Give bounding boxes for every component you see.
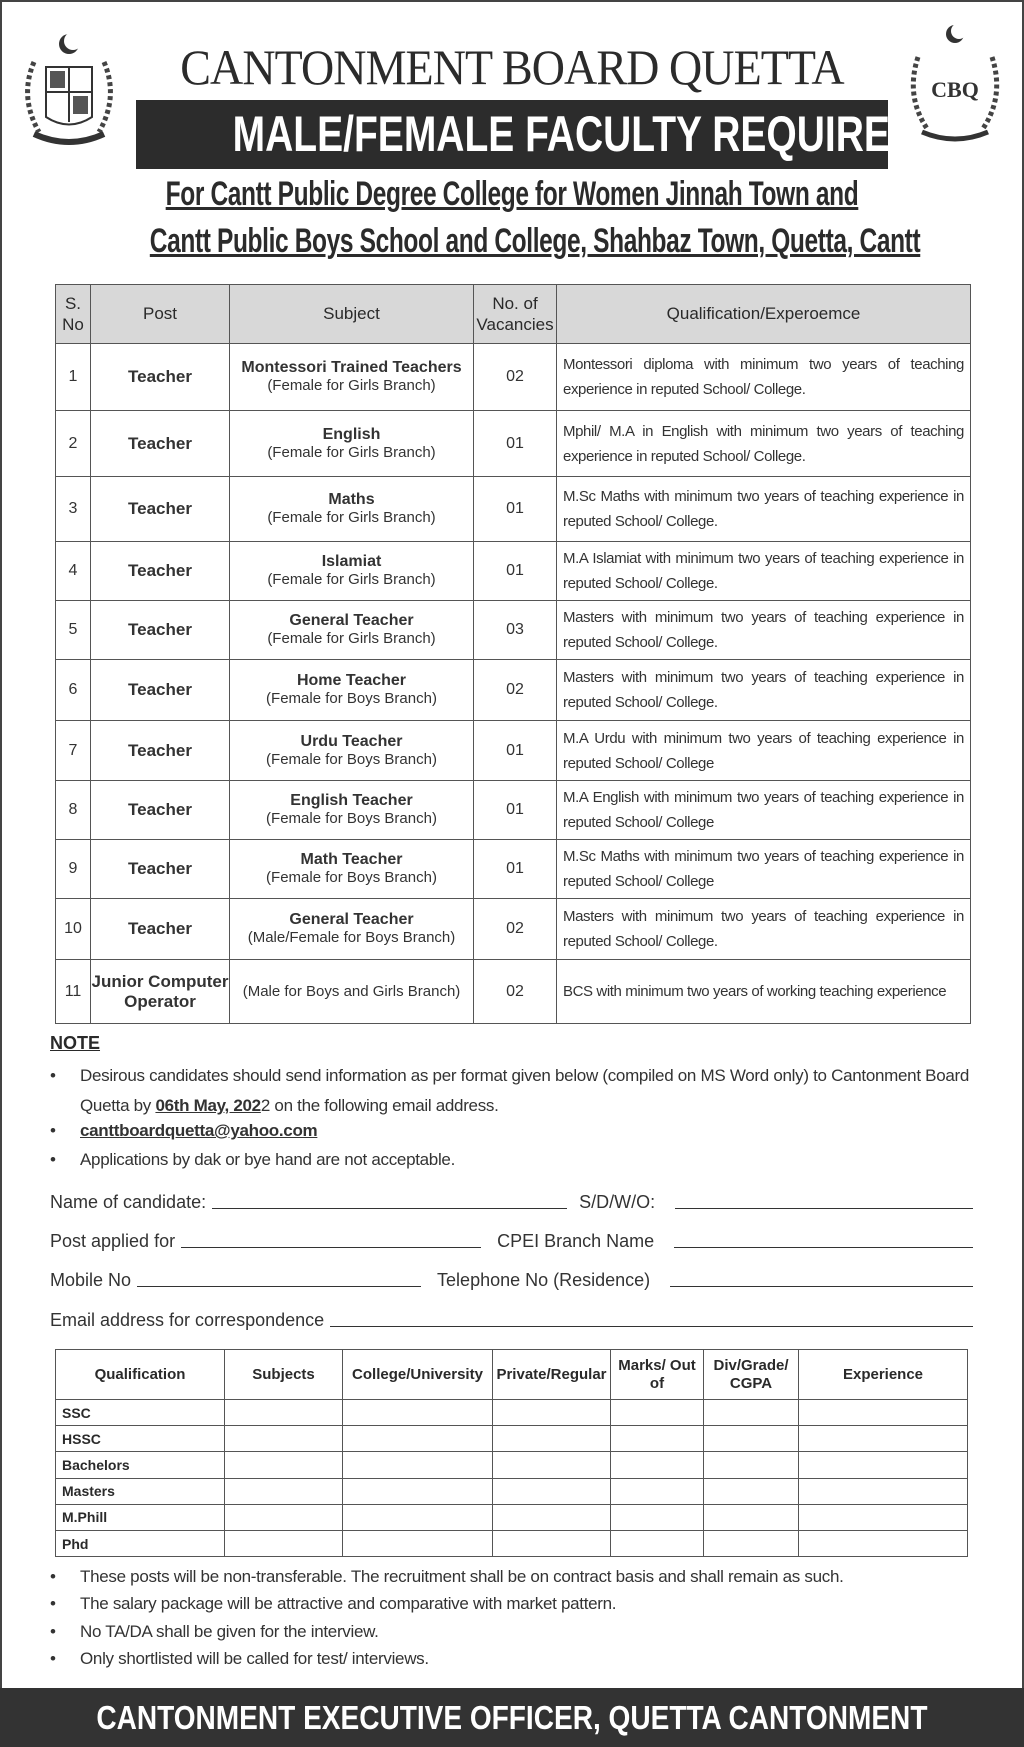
- edu-input-cell[interactable]: [799, 1400, 968, 1426]
- term-text: • No TA/DA shall be given for the interview.: [80, 1622, 379, 1641]
- subject-branch: (Female for Girls Branch): [267, 571, 436, 588]
- table-row: [56, 411, 971, 477]
- edu-level: Phd: [56, 1530, 225, 1556]
- subject-branch: (Female for Girls Branch): [267, 509, 436, 526]
- cell-post: Teacher: [91, 721, 230, 781]
- branch-label: CPEI Branch Name: [497, 1231, 655, 1251]
- edu-input-cell[interactable]: [799, 1478, 968, 1504]
- edu-level: Bachelors: [56, 1452, 225, 1478]
- cell-vacancies: 01: [474, 477, 557, 542]
- post-label: Post applied for: [50, 1231, 176, 1251]
- cell-post: Teacher: [91, 477, 230, 542]
- cell-sno: 9: [56, 840, 91, 899]
- subtitle-text-2: Cantt Public Boys School and College, Shahbaz Town, Quetta, Cantt: [149, 222, 921, 260]
- post-field[interactable]: [181, 1247, 481, 1248]
- subtitle-line-2: [0, 222, 1024, 261]
- note-text: • Applications by dak or bye hand are not acceptable.: [80, 1150, 456, 1169]
- table-header-row: [56, 1350, 968, 1400]
- table-row: [56, 477, 971, 542]
- note-item: [50, 1150, 455, 1170]
- cell-subject: [230, 660, 474, 721]
- cell-qualification: Masters with minimum two years of teaching experience in reputed School/ College.: [557, 601, 971, 660]
- cell-subject: [230, 542, 474, 601]
- edu-input-cell[interactable]: [493, 1400, 611, 1426]
- edu-input-cell[interactable]: [493, 1478, 611, 1504]
- edu-input-cell[interactable]: [343, 1452, 493, 1478]
- cell-qualification: M.Sc Maths with minimum two years of teaching experience in reputed School/ College.: [557, 477, 971, 542]
- subject-name: Maths: [328, 491, 375, 508]
- subject-name: English Teacher: [290, 792, 413, 809]
- cell-qualification: Montessori diploma with minimum two years of teaching experience in reputed School/ College.: [557, 344, 971, 411]
- cell-sno: 7: [56, 721, 91, 781]
- cell-post: Teacher: [91, 899, 230, 960]
- edu-header: Private/Regular: [493, 1350, 611, 1400]
- cell-vacancies: 03: [474, 601, 557, 660]
- name-label: Name of candidate:: [50, 1192, 207, 1212]
- cell-post: Teacher: [91, 781, 230, 840]
- note-text-end: 2 on the following email address.: [260, 1096, 499, 1115]
- subject-name: Home Teacher: [296, 672, 407, 689]
- cell-qualification: M.A Islamiat with minimum two years of teaching experience in reputed School/ College.: [557, 542, 971, 601]
- edu-input-cell[interactable]: [225, 1426, 343, 1452]
- banner: [136, 100, 919, 169]
- cell-sno: 2: [56, 411, 91, 477]
- cell-post: Teacher: [91, 411, 230, 477]
- term-item: [50, 1622, 379, 1642]
- term-item: [50, 1649, 429, 1669]
- edu-input-cell[interactable]: [225, 1530, 343, 1556]
- cell-qualification: Masters with minimum two years of teaching experience in reputed School/ College.: [557, 660, 971, 721]
- subject-branch: (Male/Female for Boys Branch): [247, 929, 456, 946]
- cell-subject: [230, 721, 474, 781]
- subject-branch: (Male for Boys and Girls Branch): [242, 982, 461, 1000]
- email-label: Email address for correspondence: [50, 1310, 325, 1330]
- header-subject: Subject: [230, 285, 474, 344]
- branch-field[interactable]: [674, 1247, 973, 1248]
- subject-branch: (Female for Boys Branch): [266, 690, 437, 707]
- cell-post: Teacher: [91, 344, 230, 411]
- table-row: [56, 660, 971, 721]
- edu-input-cell[interactable]: [704, 1452, 799, 1478]
- header-sno: S. No: [56, 285, 91, 344]
- cell-sno: 1: [56, 344, 91, 411]
- edu-input-cell[interactable]: [611, 1530, 704, 1556]
- edu-level: HSSC: [56, 1426, 225, 1452]
- footer-banner: [0, 1688, 1024, 1747]
- table-row: [56, 344, 971, 411]
- table-row: [56, 1530, 968, 1556]
- subject-branch: (Female for Boys Branch): [266, 750, 437, 768]
- cell-vacancies: 01: [474, 542, 557, 601]
- subject-branch: (Female for Boys Branch): [266, 869, 437, 886]
- cell-vacancies: 01: [474, 781, 557, 840]
- note-item: [50, 1061, 973, 1121]
- cell-subject: [230, 601, 474, 660]
- banner-text: MALE/FEMALE FACULTY REQUIRED: [232, 106, 919, 162]
- cbq-logo-text: CBQ: [931, 77, 979, 102]
- cell-subject: [230, 781, 474, 840]
- cell-qualification: M.A English with minimum two years of teaching experience in reputed School/ College: [557, 781, 971, 840]
- page-title: CANTONMENT BOARD QUETTA: [180, 39, 844, 95]
- cell-qualification: Masters with minimum two years of teaching experience in reputed School/ College.: [557, 899, 971, 960]
- subtitle-text-1: For Cantt Public Degree College for Women Jinnah Town and: [165, 175, 859, 213]
- table-row: [56, 840, 971, 899]
- cell-sno: 10: [56, 899, 91, 960]
- cell-qualification: M.Sc Maths with minimum two years of teaching experience in reputed School/ College: [557, 840, 971, 899]
- edu-input-cell[interactable]: [799, 1452, 968, 1478]
- table-header-row: [56, 285, 971, 344]
- pakistan-emblem-logo: [14, 22, 124, 152]
- edu-header: Subjects: [225, 1350, 343, 1400]
- cell-sno: 11: [56, 960, 91, 1024]
- cell-post: Teacher: [91, 840, 230, 899]
- edu-header: Qualification: [56, 1350, 225, 1400]
- subject-name: General Teacher: [289, 911, 414, 928]
- edu-level: SSC: [56, 1400, 225, 1426]
- subject-branch: (Female for Girls Branch): [267, 443, 436, 461]
- cell-sno: 6: [56, 660, 91, 721]
- telephone-field[interactable]: [670, 1286, 973, 1287]
- cell-sno: 4: [56, 542, 91, 601]
- edu-input-cell[interactable]: [225, 1400, 343, 1426]
- table-row: [56, 781, 971, 840]
- note-item: [50, 1121, 317, 1141]
- mobile-field[interactable]: [137, 1286, 421, 1287]
- cell-subject: [230, 477, 474, 542]
- header-qualification: Qualification/Experoemce: [557, 285, 971, 344]
- cell-subject: [230, 960, 474, 1024]
- name-field[interactable]: [212, 1208, 567, 1209]
- table-row: [56, 601, 971, 660]
- cell-vacancies: 02: [474, 344, 557, 411]
- footer-text: CANTONMENT EXECUTIVE OFFICER, QUETTA CANTONMENT: [96, 1699, 928, 1736]
- form-row: [50, 1270, 973, 1291]
- header-post: Post: [91, 285, 230, 344]
- term-text: • Only shortlisted will be called for test/ interviews.: [80, 1649, 429, 1668]
- subject-name: English: [322, 425, 381, 443]
- cell-subject: [230, 840, 474, 899]
- subject-name: General Teacher: [289, 612, 414, 629]
- term-text: • The salary package will be attractive and comparative with market pattern.: [80, 1594, 617, 1613]
- table-row: [56, 1452, 968, 1478]
- email-link[interactable]: • canttboardquetta@yahoo.com: [80, 1121, 318, 1140]
- edu-level: Masters: [56, 1478, 225, 1504]
- education-table: [55, 1349, 968, 1557]
- cell-vacancies: 01: [474, 721, 557, 781]
- sdwo-label: S/D/W/O:: [579, 1192, 656, 1212]
- edu-input-cell[interactable]: [799, 1504, 968, 1530]
- term-item: [50, 1594, 616, 1614]
- edu-header: Experience: [799, 1350, 968, 1400]
- cell-subject: [230, 411, 474, 477]
- edu-level: M.Phill: [56, 1504, 225, 1530]
- cell-subject: [230, 899, 474, 960]
- edu-input-cell[interactable]: [493, 1530, 611, 1556]
- subject-name: Montessori Trained Teachers: [241, 359, 462, 376]
- cell-qualification: Mphil/ M.A in English with minimum two years of teaching experience in reputed School/ College.: [557, 411, 971, 477]
- edu-input-cell[interactable]: [225, 1478, 343, 1504]
- mobile-label: Mobile No: [50, 1270, 132, 1290]
- cell-post: Teacher: [91, 601, 230, 660]
- term-item: [50, 1567, 844, 1587]
- email-field[interactable]: [330, 1326, 973, 1327]
- edu-input-cell[interactable]: [611, 1426, 704, 1452]
- cell-sno: 3: [56, 477, 91, 542]
- cell-vacancies: 02: [474, 899, 557, 960]
- edu-input-cell[interactable]: [704, 1478, 799, 1504]
- edu-input-cell[interactable]: [611, 1400, 704, 1426]
- form-row: [50, 1231, 973, 1252]
- header-vacancies: No. of Vacancies: [474, 285, 557, 344]
- cell-vacancies: 02: [474, 660, 557, 721]
- edu-header: Marks/ Out of: [611, 1350, 704, 1400]
- edu-input-cell[interactable]: [343, 1400, 493, 1426]
- edu-input-cell[interactable]: [799, 1530, 968, 1556]
- term-text: • These posts will be non-transferable. The recruitment shall be on contract basis and shall remain as such.: [80, 1567, 844, 1586]
- edu-input-cell[interactable]: [343, 1478, 493, 1504]
- table-row: [56, 1400, 968, 1426]
- subject-name: Math Teacher: [300, 851, 403, 868]
- cell-sno: 8: [56, 781, 91, 840]
- edu-input-cell[interactable]: [799, 1426, 968, 1452]
- edu-input-cell[interactable]: [343, 1530, 493, 1556]
- cell-vacancies: 02: [474, 960, 557, 1024]
- edu-input-cell[interactable]: [704, 1530, 799, 1556]
- edu-input-cell[interactable]: [704, 1400, 799, 1426]
- edu-input-cell[interactable]: [611, 1478, 704, 1504]
- edu-input-cell[interactable]: [704, 1426, 799, 1452]
- subject-name: Urdu Teacher: [300, 732, 403, 750]
- subject-branch: (Female for Boys Branch): [266, 810, 437, 827]
- cell-vacancies: 01: [474, 411, 557, 477]
- cell-vacancies: 01: [474, 840, 557, 899]
- table-row: [56, 899, 971, 960]
- table-row: [56, 1478, 968, 1504]
- cell-sno: 5: [56, 601, 91, 660]
- table-row: [56, 542, 971, 601]
- subtitle-line-1: [0, 175, 1024, 214]
- cell-post: Teacher: [91, 542, 230, 601]
- vacancies-table: [55, 284, 971, 1024]
- edu-input-cell[interactable]: [611, 1452, 704, 1478]
- table-row: [56, 721, 971, 781]
- deadline-date: 06th May, 202: [155, 1096, 261, 1115]
- edu-header: College/University: [343, 1350, 493, 1400]
- edu-input-cell[interactable]: [493, 1452, 611, 1478]
- edu-input-cell[interactable]: [343, 1426, 493, 1452]
- telephone-label: Telephone No (Residence): [437, 1270, 651, 1290]
- edu-input-cell[interactable]: [611, 1504, 704, 1530]
- edu-input-cell[interactable]: [225, 1452, 343, 1478]
- cell-qualification: M.A Urdu with minimum two years of teaching experience in reputed School/ College: [557, 721, 971, 781]
- cell-subject: [230, 344, 474, 411]
- form-row: [50, 1310, 973, 1331]
- edu-input-cell[interactable]: [343, 1504, 493, 1530]
- table-row: [56, 1504, 968, 1530]
- subject-name: Islamiat: [321, 553, 382, 570]
- note-text: Desirous candidates should send information as per format given below (compiled on MS Word only) to Cantonment Board Quetta by: [80, 1066, 970, 1115]
- cell-qualification: BCS with minimum two years of working teaching experience: [557, 960, 971, 1024]
- cell-post: Junior Computer Operator: [91, 960, 230, 1024]
- edu-input-cell[interactable]: [704, 1504, 799, 1530]
- note-heading: NOTE: [50, 1033, 101, 1053]
- edu-header: Div/Grade/ CGPA: [704, 1350, 799, 1400]
- subject-branch: (Female for Girls Branch): [267, 630, 436, 647]
- form-row: [50, 1192, 973, 1213]
- table-row: [56, 1426, 968, 1452]
- edu-input-cell[interactable]: [493, 1426, 611, 1452]
- edu-input-cell[interactable]: [493, 1504, 611, 1530]
- edu-input-cell[interactable]: [225, 1504, 343, 1530]
- subject-branch: (Female for Girls Branch): [267, 377, 436, 394]
- sdwo-field[interactable]: [675, 1208, 973, 1209]
- table-row: [56, 960, 971, 1024]
- cell-post: Teacher: [91, 660, 230, 721]
